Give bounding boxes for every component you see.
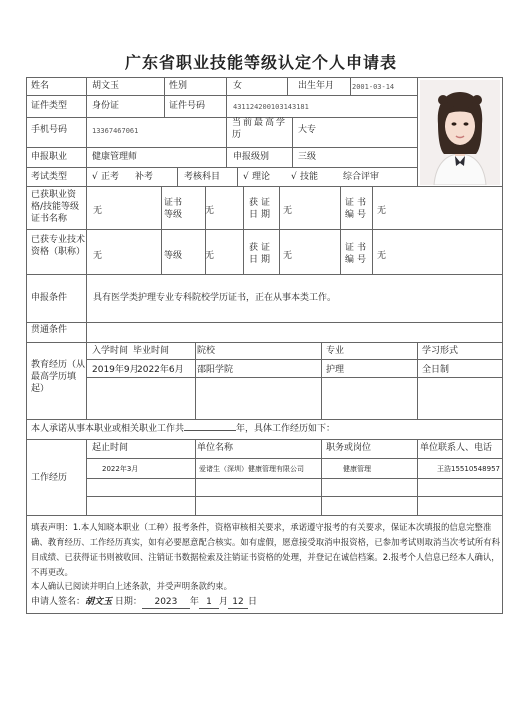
level-label: 申报级别 bbox=[233, 152, 270, 162]
edu-header-school: 院校 bbox=[197, 346, 216, 356]
existing-title-number[interactable]: 无 bbox=[377, 251, 387, 261]
commitment-years[interactable] bbox=[184, 430, 236, 431]
name-label: 姓名 bbox=[31, 81, 50, 91]
title-obtain-date-label: 获证日期 bbox=[249, 243, 274, 265]
confirm-text: 本人确认已阅读并明白上述条款，并受声明条款约束。 bbox=[31, 581, 232, 591]
existing-cert-name[interactable]: 无 bbox=[93, 206, 103, 216]
education-level-value[interactable]: 大专 bbox=[298, 125, 317, 135]
work-history-label: 工作经历 bbox=[31, 473, 68, 483]
exam-type-makeup-option[interactable]: 补考 bbox=[135, 172, 154, 182]
sign-day[interactable]: 12 bbox=[228, 596, 248, 609]
work-header-contact: 单位联系人、电话 bbox=[420, 443, 493, 453]
existing-title-name[interactable]: 无 bbox=[93, 251, 103, 261]
edu-row-major[interactable]: 护理 bbox=[326, 365, 345, 375]
existing-title-level[interactable]: 无 bbox=[205, 251, 215, 261]
edu-row-end[interactable]: 2022年6月 bbox=[137, 365, 184, 375]
id-number-label: 证件号码 bbox=[169, 101, 206, 111]
existing-cert-date[interactable]: 无 bbox=[283, 206, 293, 216]
name-value[interactable]: 胡文玉 bbox=[92, 81, 120, 91]
cert-level-label: 证书等级 bbox=[164, 198, 183, 220]
work-row-contact[interactable]: 王浩15510548957 bbox=[437, 465, 500, 473]
apply-condition-value[interactable]: 具有医学类护理专业专科院校学历证书，正在从事本类工作。 bbox=[93, 293, 337, 303]
birth-label: 出生年月 bbox=[298, 81, 335, 91]
level-value[interactable]: 三级 bbox=[298, 152, 317, 162]
gender-value[interactable]: 女 bbox=[233, 81, 243, 91]
id-number-value[interactable]: 431124200103143181 bbox=[233, 103, 309, 111]
work-row-position[interactable]: 健康管理 bbox=[343, 465, 371, 473]
phone-label: 手机号码 bbox=[31, 125, 68, 135]
phone-value[interactable]: 13367467061 bbox=[92, 127, 139, 135]
signature-line: 申请人签名：胡文玉 日期： 2023 年 1 月 12 日 bbox=[31, 597, 257, 607]
title-level-label: 等级 bbox=[164, 251, 183, 261]
subject-theory-option[interactable]: √ 理论 bbox=[243, 172, 271, 182]
education-level-label: 当前最高学历 bbox=[232, 118, 288, 140]
work-header-position: 职务或岗位 bbox=[326, 443, 372, 453]
signature-handwritten[interactable]: 胡文玉 bbox=[85, 597, 113, 607]
id-type-value[interactable]: 身份证 bbox=[92, 101, 120, 111]
obtain-date-label: 获证日期 bbox=[249, 198, 274, 220]
existing-cert-level[interactable]: 无 bbox=[205, 206, 215, 216]
exam-type-normal-option[interactable]: √ 正考 bbox=[92, 172, 120, 182]
edu-row-start[interactable]: 2019年9月 bbox=[92, 365, 139, 375]
gender-label: 性别 bbox=[169, 81, 188, 91]
commitment-line: 本人承诺从事本职业或相关职业工作共 年，具体工作经历如下： bbox=[31, 424, 336, 434]
work-header-period: 起止时间 bbox=[92, 443, 129, 453]
applicant-photo bbox=[420, 80, 500, 185]
existing-title-date[interactable]: 无 bbox=[283, 251, 293, 261]
sign-month[interactable]: 1 bbox=[199, 596, 219, 609]
edu-header-major: 专业 bbox=[326, 346, 345, 356]
edu-row-school[interactable]: 邵阳学院 bbox=[197, 365, 234, 375]
existing-cert-label: 已获职业资格/技能等级证书名称 bbox=[31, 190, 80, 224]
apply-condition-label: 申报条件 bbox=[31, 293, 68, 303]
birth-value[interactable]: 2001-03-14 bbox=[352, 83, 395, 91]
sign-year[interactable]: 2023 bbox=[142, 596, 190, 609]
work-row-period[interactable]: 2022年3月 bbox=[102, 465, 139, 473]
edu-row-mode[interactable]: 全日制 bbox=[422, 365, 450, 375]
work-header-company: 单位名称 bbox=[197, 443, 234, 453]
existing-cert-number[interactable]: 无 bbox=[377, 206, 387, 216]
id-type-label: 证件类型 bbox=[31, 101, 68, 111]
exam-type-label: 考试类型 bbox=[31, 172, 68, 182]
work-row-company[interactable]: 爱诸生（深圳）健康管理有限公司 bbox=[199, 465, 304, 473]
edu-header-mode: 学习形式 bbox=[422, 346, 459, 356]
subject-skill-option[interactable]: √ 技能 bbox=[291, 172, 319, 182]
declaration-text: 填表声明：1.本人知晓本职业（工种）报考条件，资格审核相关要求，承诺遵守报考的有关要求，保证本次填报的信息完整准确、教育经历、工作经历真实，如有必要愿意配合核实。如有虚假，愿意接受取消申报资格，已参加考试则取消当次考试所有科目成绩、已获得证书则被收回、注销证书数据检索及注销证书资格的处理，并登记在诚信档案。2.报考个人信息已经本人确认，不再更改。 bbox=[31, 522, 500, 577]
edu-header-start: 入学时间 bbox=[92, 346, 129, 356]
subject-review-option[interactable]: 综合评审 bbox=[343, 172, 380, 182]
cert-number-label: 证书编号 bbox=[345, 198, 370, 220]
through-condition-label: 贯通条件 bbox=[31, 325, 68, 335]
edu-header-end: 毕业时间 bbox=[133, 346, 170, 356]
occupation-value[interactable]: 健康管理师 bbox=[92, 152, 138, 162]
exam-subject-label: 考核科目 bbox=[184, 172, 221, 182]
form-title: 广东省职业技能等级认定个人申请表 bbox=[124, 53, 397, 72]
existing-title-label: 已获专业技术资格（职称） bbox=[31, 235, 86, 257]
edu-history-label: 教育经历（从最高学历填起） bbox=[31, 360, 86, 394]
title-number-label: 证书编号 bbox=[345, 243, 370, 265]
occupation-label: 申报职业 bbox=[31, 152, 68, 162]
